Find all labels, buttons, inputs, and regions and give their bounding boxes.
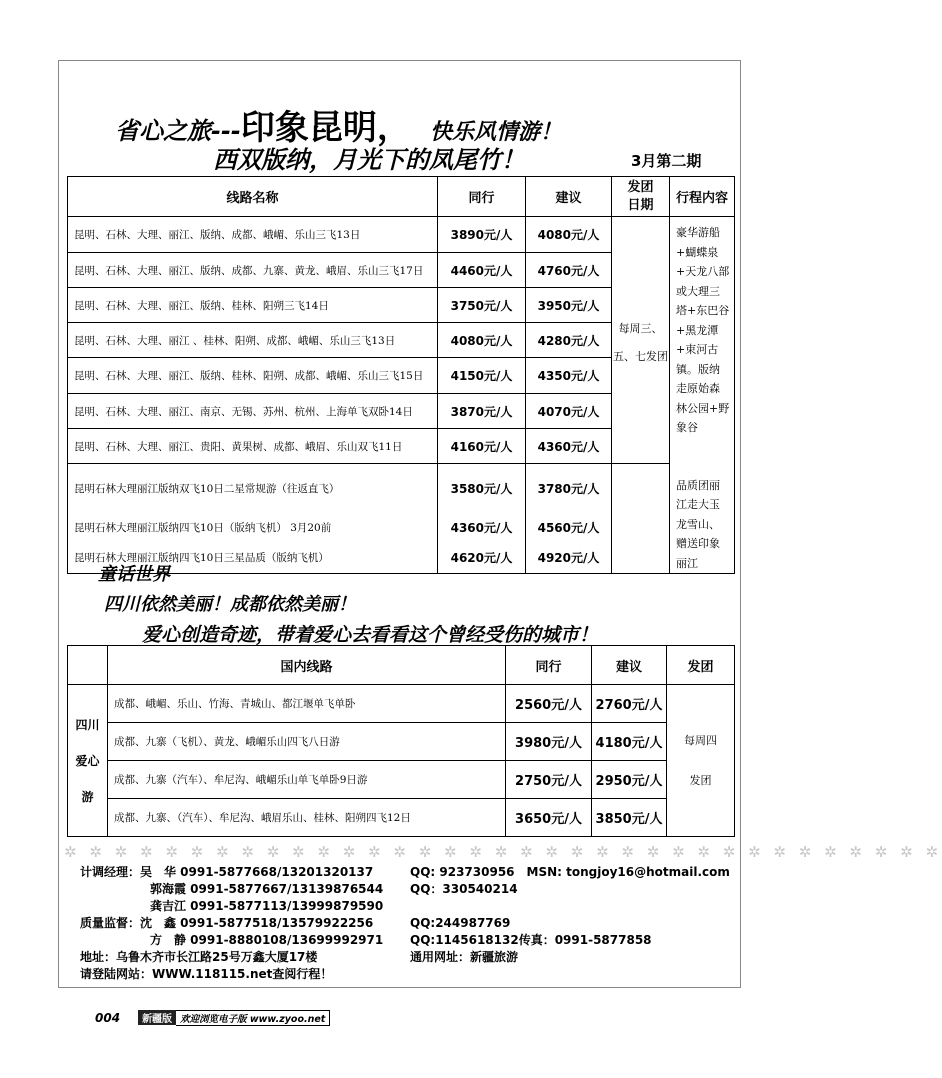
- route-name: 成都、九寨、（汽车）、牟尼沟、峨眉乐山、桂林、阳朔四飞12日: [108, 799, 506, 837]
- edition-badge: 新疆版: [138, 1010, 176, 1025]
- header-peer: 同行: [438, 177, 526, 217]
- route-name: 昆明、石林、大理、丽江、版纳、成都、峨嵋、乐山三飞13日: [68, 217, 438, 253]
- peer-price: 3890元/人: [438, 217, 526, 253]
- route-name: 昆明石林大理丽江版纳四飞10日（版纳飞机） 3月20前: [68, 513, 438, 543]
- peer-price: 2560元/人: [506, 685, 592, 723]
- region-line2: 爱心: [75, 753, 100, 768]
- web-keyword: 通用网址：新疆旅游: [410, 950, 519, 964]
- route-name: 成都、九寨（汽车）、牟尼沟、峨嵋乐山单飞单卧9日游: [108, 761, 506, 799]
- section-heading-fairy: 童话世界: [98, 564, 170, 585]
- table-row: [68, 685, 735, 723]
- table-row: [68, 464, 735, 513]
- peer-price: 3650元/人: [506, 799, 592, 837]
- subtitle: 西双版纳，月光下的凤尾竹！: [213, 146, 525, 174]
- table-row: [68, 723, 735, 761]
- route-name: 昆明、石林、大理、丽江、南京、无锡、苏州、杭州、上海单飞双卧14日: [68, 394, 438, 429]
- peer-price: 4460元/人: [438, 253, 526, 288]
- route-name: 成都、峨嵋、乐山、竹海、青城山、都江堰单飞单卧: [108, 685, 506, 723]
- contact-scheduling-2: 郭海霞 0991-5877667/13139876544: [150, 882, 384, 896]
- peer-price: 4080元/人: [438, 323, 526, 358]
- contact-quality-2: 方 静 0991-8880108/13699992971: [150, 933, 384, 947]
- title-part-2: 印象昆明，: [240, 108, 411, 148]
- title-part-3: 快乐风情游！: [429, 120, 562, 145]
- header-region-empty: [68, 646, 108, 685]
- header-departure: [612, 177, 670, 217]
- route-name: 昆明石林大理丽江版纳四飞10日三星品质（版纳飞机）: [68, 543, 438, 574]
- contact-quality-1: 质量监督：沈 鑫 0991-5877518/13579922256: [80, 916, 374, 930]
- peer-price: 3580元/人: [438, 464, 526, 513]
- section-heading-love: 爱心创造奇迹，带着爱心去看看这个曾经受伤的城市！: [142, 624, 599, 646]
- region-line1: 四川: [75, 717, 100, 732]
- table-header-row: [68, 646, 735, 685]
- table-row: [68, 799, 735, 837]
- peer-price: 3750元/人: [438, 288, 526, 323]
- header-domestic-route: 国内线路: [108, 646, 506, 685]
- itinerary-content: [670, 217, 735, 574]
- star-divider: ✲ ✲ ✲ ✲ ✲ ✲ ✲ ✲ ✲ ✲ ✲ ✲ ✲ ✲ ✲ ✲ ✲ ✲ ✲ ✲ ✲ ✲ ✲ ✲ ✲ ✲ ✲ ✲ ✲ ✲ ✲ ✲ ✲ ✲ ✲: [64, 843, 942, 861]
- contact-scheduling-3: 龚吉江 0991-5877113/13999879590: [150, 899, 384, 913]
- departure-line1: 每周四: [684, 733, 717, 747]
- region-line3: 游: [81, 789, 94, 804]
- itinerary-text-2: 品质团丽江走大玉龙雪山、赠送印象丽江: [676, 478, 720, 570]
- departure-schedule: [667, 685, 735, 837]
- website-link[interactable]: 请登陆网站：WWW.118115.net查阅行程！: [80, 967, 333, 981]
- header-departure: 发团: [667, 646, 735, 685]
- route-name: 昆明石林大理丽江版纳双飞10日二星常规游（往返直飞）: [68, 464, 438, 513]
- suggest-price: 3780元/人: [526, 464, 612, 513]
- header-itinerary: 行程内容: [670, 177, 735, 217]
- route-name: 昆明、石林、大理、丽江、贵阳、黄果树、成都、峨眉、乐山双飞11日: [68, 429, 438, 464]
- departure-line1: 每周三、: [618, 322, 663, 335]
- peer-price: 4150元/人: [438, 358, 526, 394]
- page-footer: [95, 1010, 330, 1026]
- route-name: 昆明、石林、大理、丽江、版纳、桂林、阳朔、成都、峨嵋、乐山三飞15日: [68, 358, 438, 394]
- header-suggest: 建议: [526, 177, 612, 217]
- route-name: 昆明、石林、大理、丽江、版纳、成都、九寨、黄龙、峨眉、乐山三飞17日: [68, 253, 438, 288]
- peer-price: 4620元/人: [438, 543, 526, 574]
- title-part-1: 省心之旅---: [115, 117, 241, 145]
- region-label: [68, 685, 108, 837]
- address: 地址：乌鲁木齐市长江路25号万鑫大厦17楼: [80, 950, 318, 964]
- departure-line2: 发团: [689, 773, 712, 787]
- yunnan-route-table: [67, 176, 735, 574]
- departure-empty-cell: [612, 464, 670, 574]
- contact-scheduling-1: 计调经理：吴 华 0991-5877668/13201320137: [80, 865, 374, 879]
- header-departure-line1: 发团: [627, 179, 654, 195]
- peer-price: 2750元/人: [506, 761, 592, 799]
- route-name: 成都、九寨（飞机）、黄龙、峨嵋乐山四飞八日游: [108, 723, 506, 761]
- suggest-price: 4560元/人: [526, 513, 612, 543]
- suggest-price: 4080元/人: [526, 217, 612, 253]
- page-number: 004: [95, 1011, 121, 1025]
- header-peer: 同行: [506, 646, 592, 685]
- header-departure-line2: 日期: [627, 197, 654, 213]
- suggest-price: 3850元/人: [592, 799, 667, 837]
- qq-2: QQ：330540214: [410, 882, 518, 896]
- suggest-price: 4760元/人: [526, 253, 612, 288]
- peer-price: 3980元/人: [506, 723, 592, 761]
- suggest-price: 4280元/人: [526, 323, 612, 358]
- suggest-price: 4180元/人: [592, 723, 667, 761]
- sichuan-route-table: [67, 645, 735, 837]
- table-row: [68, 217, 735, 253]
- header-route: 线路名称: [68, 177, 438, 217]
- departure-line2: 五、七发团: [613, 350, 668, 363]
- table-header-row: [68, 177, 735, 217]
- suggest-price: 4360元/人: [526, 429, 612, 464]
- suggest-price: 4350元/人: [526, 358, 612, 394]
- route-name: 昆明、石林、大理、丽江 、桂林、阳朔、成都、峨嵋、乐山三飞13日: [68, 323, 438, 358]
- qq-fax: QQ:1145618132传真：0991-5877858: [410, 933, 652, 947]
- header-suggest: 建议: [592, 646, 667, 685]
- suggest-price: 4070元/人: [526, 394, 612, 429]
- peer-price: 4160元/人: [438, 429, 526, 464]
- suggest-price: 4920元/人: [526, 543, 612, 574]
- suggest-price: 2760元/人: [592, 685, 667, 723]
- route-name: 昆明、石林、大理、丽江、版纳、桂林、阳朔三飞14日: [68, 288, 438, 323]
- footer-website[interactable]: 欢迎浏览电子版 www.zyoo.net: [176, 1010, 330, 1026]
- issue-label: 3月第二期: [631, 152, 702, 170]
- table-row: [68, 761, 735, 799]
- qq-3: QQ:244987769: [410, 916, 511, 930]
- section-heading-sichuan: 四川依然美丽！成都依然美丽！: [104, 594, 356, 615]
- peer-price: 3870元/人: [438, 394, 526, 429]
- peer-price: 4360元/人: [438, 513, 526, 543]
- qq-msn: QQ: 923730956 MSN: tongjoy16@hotmail.com: [410, 865, 730, 879]
- itinerary-text-1: 豪华游船+蝴蝶泉+天龙八部或大理三塔+东巴谷+黑龙潭+束河古镇。版纳走原始森林公园+野象谷: [676, 226, 730, 434]
- suggest-price: 2950元/人: [592, 761, 667, 799]
- suggest-price: 3950元/人: [526, 288, 612, 323]
- departure-schedule: [612, 217, 670, 464]
